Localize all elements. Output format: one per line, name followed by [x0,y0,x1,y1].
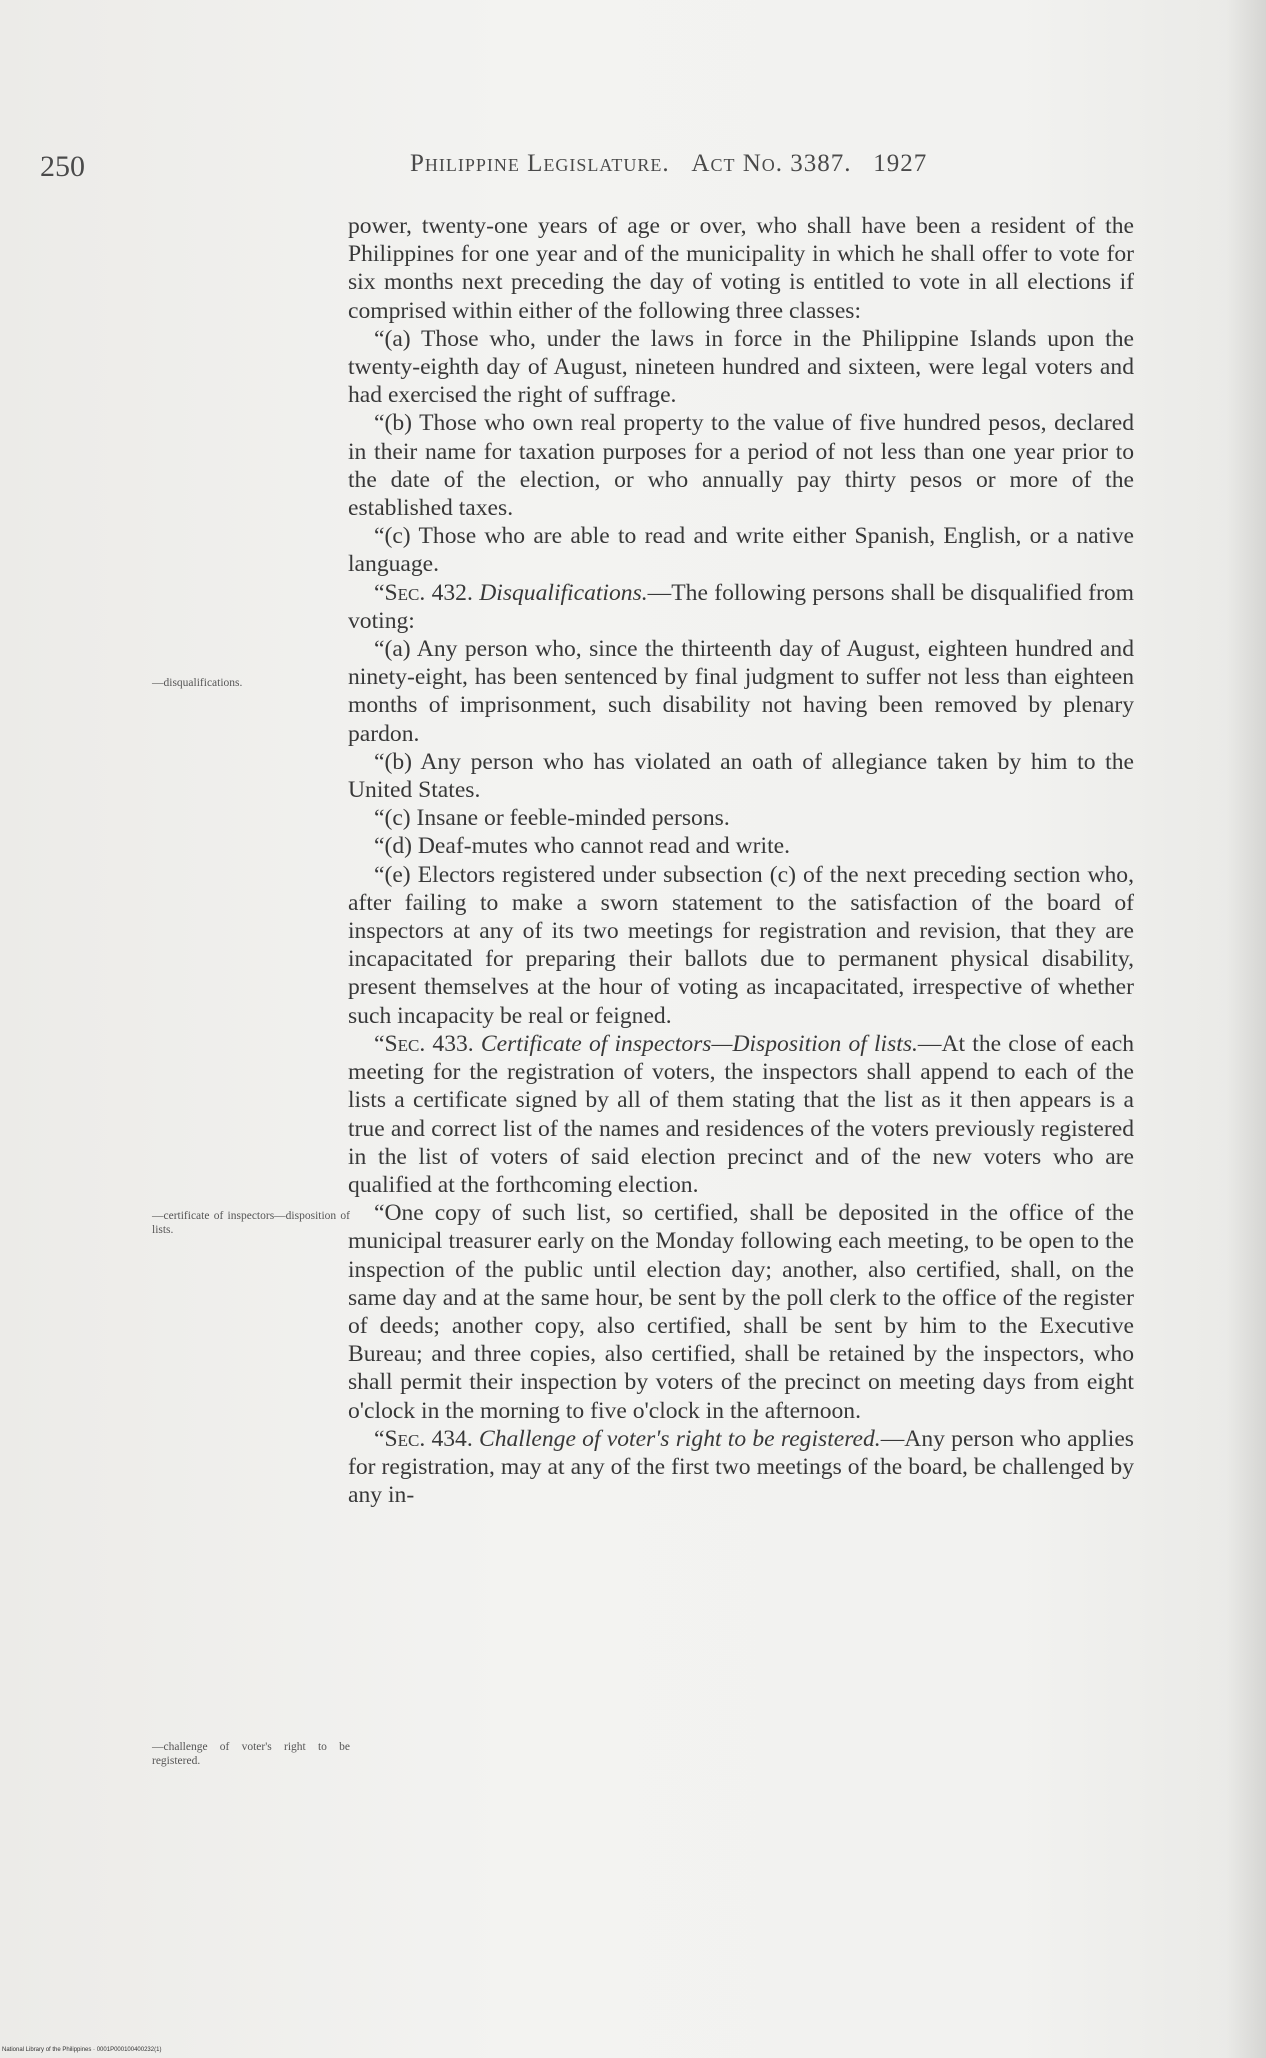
paragraph: “(c) Those who are able to read and write either Spanish, English, or a native language. [348,523,1134,578]
paragraph: “(b) Those who own real property to the value of five hundred pesos, declared in their name for taxation purposes for a period of not less than one year prior to the date of the election, or who annually pay thirty pesos or more of the established taxes. [348,410,1134,522]
section-title: Challenge of voter's right to be registered. [478,1425,881,1452]
running-head-year: 1927 [873,150,928,177]
paragraph: “(b) Any person who has violated an oath of allegiance taken by him to the United States. [348,748,1134,804]
running-head-act: Act No. 3387. [691,150,852,177]
section-434 [348,1425,1134,1510]
paragraph: “One copy of such list, so certified, shall be deposited in the office of the municipal treasurer early on the Monday following each meeting, to be open to the inspection of the public until election day; another, also certified, shall, on the same day and at the same hour, be sent by the poll clerk to the office of the register of deeds; another copy, also certified, shall be sent by him to the Executive Bureau; and three copies, also certified, shall be retained by the inspectors, who shall permit their inspection by voters of the precinct on meeting days from eight o'clock in the morning to five o'clock in the afternoon. [348,1200,1134,1424]
paragraph: “(a) Those who, under the laws in force in the Philippine Islands upon the twenty-eighth day of August, nineteen hundred and sixteen, were legal voters and had exercised the right of suffrage. [348,325,1134,409]
paragraph: “(a) Any person who, since the thirteenth day of August, eighteen hundred and ninety-eight, has been sentenced by final judgment to suffer not less than eighteen months of imprisonment, such disability not having been removed by plenary pardon. [348,636,1134,747]
section-label: “Sec. 434. [374,1425,473,1452]
binding-shadow [1226,0,1266,2058]
paragraph: “(e) Electors registered under subsection (c) of the next preceding section who, after failing to make a sworn statement to the satisfaction of the board of inspectors at any of its two meetings for registration and revision, that they are incapacitated for preparing their ballots due to permanent physical disability, present themselves at the hour of voting as incapacitated, irrespective of whether such incapacity be real or feigned. [348,861,1134,1029]
paragraph: “(c) Insane or feeble-minded persons. [374,805,730,832]
section-432 [348,579,1134,635]
paragraph: “(d) Deaf-mutes who cannot read and write. [374,833,790,860]
section-title: Certificate of inspectors—Disposition of lists. [480,1030,918,1057]
section-label: “Sec. 433. [374,1030,474,1057]
body-text [348,212,1134,1509]
margin-note-certificate: —certificate of inspectors—disposition of lists. [152,1210,350,1236]
section-label: “Sec. 432. [374,579,473,606]
section-title: Disqualifications. [479,579,648,606]
section-text: —The following persons shall be disqualified from voting: [348,579,1134,634]
section-text: —At the close of each meeting for the registration of voters, the inspectors shall append to each of the lists a certificate signed by all of them stating that the list as it then appears is a true and correct list of the names and residences of the voters previously registered in the list of voters of said election precinct and of the new voters who are qualified at the forthcoming election. [348,1030,1134,1198]
margin-note-challenge: —challenge of voter's right to be registered. [152,1741,350,1767]
margin-note-disqualifications: —disqualifications. [152,677,243,689]
page-number: 250 [40,150,85,183]
scan-footer: National Library of the Philippines · 0001P000100400232(1) [2,2047,162,2053]
section-text: —Any person who applies for registration, may at any of the first two meetings of the board, be challenged by any in- [348,1425,1134,1509]
paragraph: power, twenty-one years of age or over, who shall have been a resident of the Philippines for one year and of the municipality in which he shall offer to vote for six months next preceding the day of voting is entitled to vote in all elections if comprised within either of the following three classes: [348,213,1134,324]
running-head [410,150,1070,178]
running-head-title: Philippine Legislature. [410,150,670,177]
section-433 [348,1030,1134,1199]
